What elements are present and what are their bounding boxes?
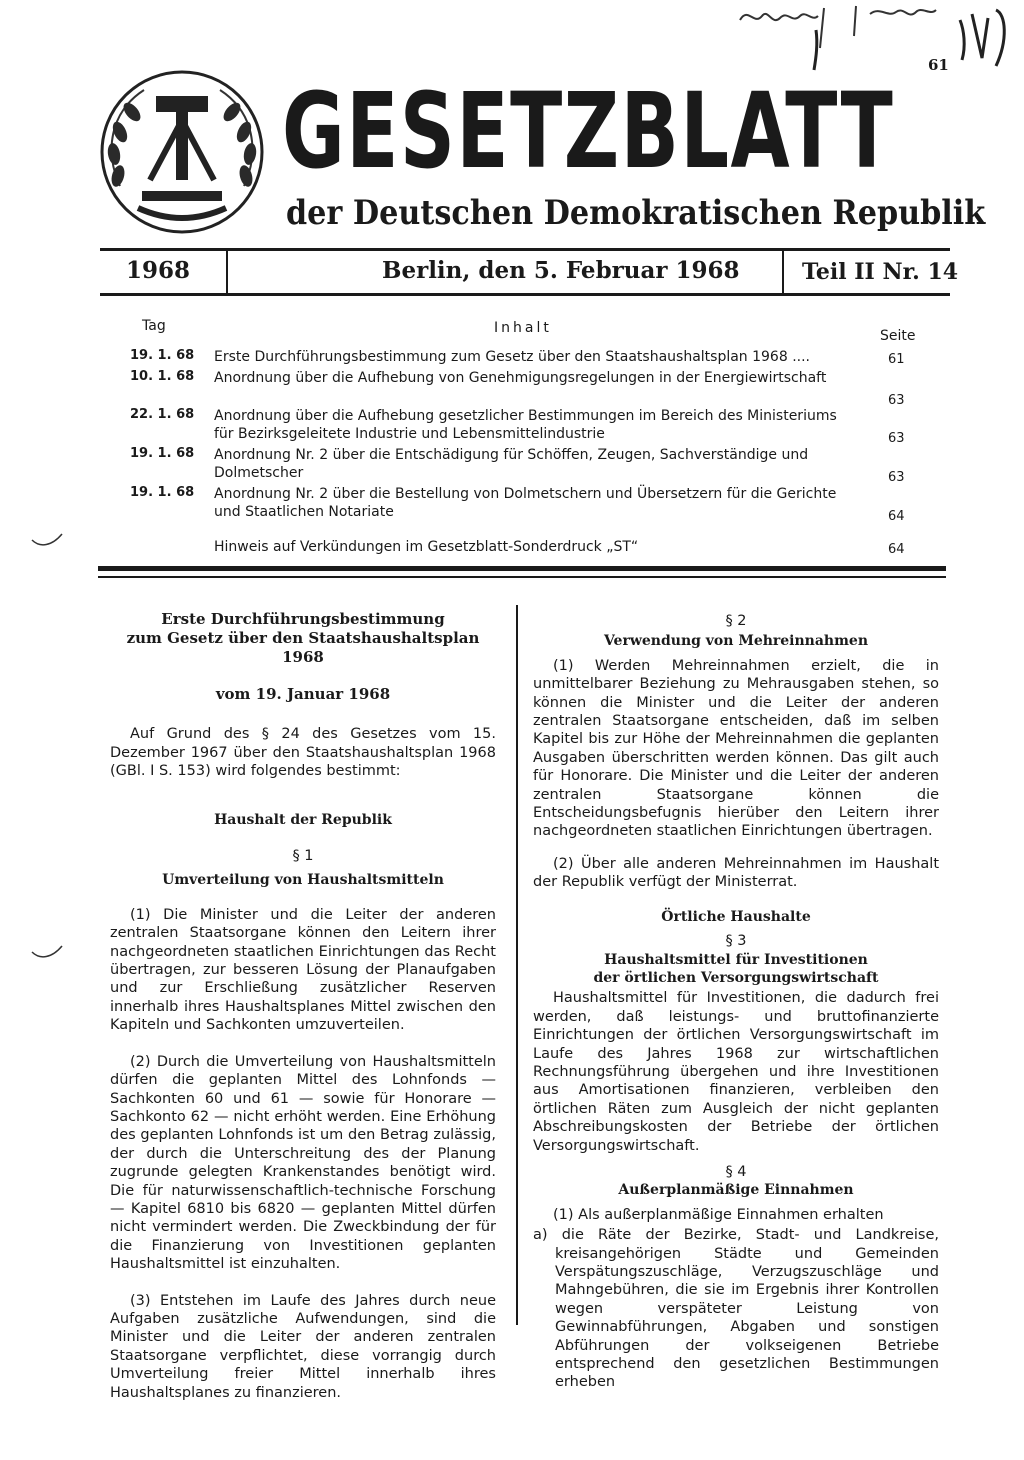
toc-entry-title: Anordnung Nr. 2 über die Bestellung von Dolmetschern und Übersetzern für die Gerichte und Staatlichen Notariate — [214, 486, 837, 520]
toc-entry-date: 10. 1. 68 — [130, 369, 195, 384]
margin-mark — [30, 532, 64, 548]
toc-entry-page: 63 — [888, 393, 905, 408]
toc-entry-page: 63 — [888, 431, 905, 446]
toc-note-title: Hinweis auf Verkündungen im Gesetzblatt-Sonderdruck „ST“ — [214, 539, 639, 555]
list-item: a) die Räte der Bezirke, Stadt- und Landkreise, kreisangehörigen Städte und Gemeinden Verspätungszuschläge, Verzugszuschläge und Mahngebühren, die sie im Ergebnis ihrer Kontrollen wegen verspäteter Leistung von Gewinnabführungen, Abgaben und sonstigen Abführungen der volkseigenen Betriebe entsprechend den gesetzlichen Bestimmungen erheben — [533, 1227, 939, 1391]
column-divider — [516, 605, 518, 1325]
toc-entry-date: 19. 1. 68 — [130, 446, 195, 461]
toc-entry-page: 61 — [888, 352, 905, 367]
paragraph-title: Haushaltsmittel für Investitionen — [604, 951, 868, 968]
toc-note-page: 64 — [888, 542, 905, 557]
state-emblem — [98, 68, 266, 236]
paragraph-title: Umverteilung von Haushaltsmitteln — [162, 872, 444, 889]
issue-year: 1968 — [126, 257, 191, 284]
decree-title-line2: zum Gesetz über den Staatshaushaltsplan 1968 — [126, 629, 480, 666]
decree-intro: Auf Grund des § 24 des Gesetzes vom 15. Dezember 1967 über den Staatshaushaltsplan 1968 (GBl. I S. 153) wird folgendes bestimmt: — [110, 726, 496, 780]
paragraph-title: Verwendung von Mehreinnahmen — [603, 633, 869, 650]
toc-entry-date: 19. 1. 68 — [130, 348, 195, 363]
handwritten-note — [720, 0, 1020, 72]
toc-entry-date: 22. 1. 68 — [130, 407, 195, 422]
toc-entry-date: 19. 1. 68 — [130, 485, 195, 500]
contents-divider-thick — [98, 566, 946, 571]
paragraph-text: (2) Durch die Umverteilung von Haushaltsmitteln dürfen die geplanten Mittel des Lohnfonds — Sachkonten 60 und 61 — sowie für Honorare — Sachkonto 62 — nicht erhöht werden. Eine Erhöhung des geplanten Lohnfonds ist um den Betrag zulässig, der durch die Unterschreitung des der Planung zugrunde gelegten Krankenstandes benötigt wird. Die für naturwissenschaftlich-technische Forschung — Kapitel 6810 bis 6820 — geplanten Mittel dürfen nicht vermindert werden. Die Zweckbindung der für die Finanzierung von Investitionen geplanten Haushaltsmittel ist einzuhalten. — [110, 1053, 496, 1273]
paragraph-text: (2) Über alle anderen Mehreinnahmen im Haushalt der Republik verfügt der Ministerrat. — [533, 855, 939, 891]
paragraph-number: § 4 — [725, 1163, 747, 1180]
issue-bar-divider — [782, 250, 784, 294]
paragraph-number: § 1 — [292, 848, 314, 865]
decree-date: vom 19. Januar 1968 — [215, 685, 391, 703]
contents-divider-thin — [98, 576, 946, 578]
right-column — [533, 612, 939, 1392]
paragraph-number: § 2 — [725, 613, 747, 629]
toc-header-page: Seite — [880, 328, 916, 344]
toc-entry-title: Anordnung über die Aufhebung gesetzlicher Bestimmungen im Bereich des Ministeriums für Bezirksgeleitete Industrie und Lebensmittelindustrie — [214, 408, 837, 442]
issue-bar-divider — [226, 250, 228, 294]
paragraph-number: § 3 — [725, 933, 747, 950]
decree-title-line1: Erste Durchführungsbestimmung — [161, 610, 445, 628]
paragraph-title: Außerplanmäßige Einnahmen — [618, 1182, 854, 1199]
paragraph-text: (1) Die Minister und die Leiter der anderen zentralen Staatsorgane können den Leitern ihrer nachgeordneten staatlichen Einrichtungen das Recht übertragen, zur besseren Lösung der Planaufgaben und zur Erschließung zusätzlicher Reserven innerhalb ihres Haushaltsplanes Mittel zwischen den Kapiteln und Sachkonten umzuverteilen. — [110, 906, 496, 1034]
section-heading: Haushalt der Republik — [214, 811, 392, 828]
masthead-subtitle: der Deutschen Demokratischen Republik — [286, 193, 986, 233]
paragraph-text: (1) Werden Mehreinnahmen erzielt, die in unmittelbarer Beziehung zu Mehrausgaben stehen, so können die Minister und die Leiter der anderen zentralen Staatsorgane entscheiden, daß im selben Kapitel bis zur Höhe der Mehreinnahmen die geplanten Ausgaben überschritten werden können. Das gilt auch für Honorare. Die Minister und die Leiter der anderen zentralen Staatsorgane können die Entscheidungsbefugnis hierüber den Leitern ihrer nachgeordneten staatlichen Einrichtungen übertragen. — [533, 657, 939, 840]
issue-part: Teil II Nr. 14 — [802, 259, 959, 285]
left-column — [110, 610, 496, 1402]
toc-header-date: Tag — [142, 318, 166, 334]
paragraph-text: Haushaltsmittel für Investitionen, die dadurch frei werden, daß leistungs- und bruttofinanzierte Einrichtungen der örtlichen Versorgungswirtschaft im Laufe des Jahres 1968 zur wirtschaftlichen Rechnungsführung übergehen und ihre Investitionen aus Amortisationen finanzieren, verbleiben den örtlichen Räten zum Ausgleich der nicht geplanten Abschreibungskosten der Betriebe der örtlichen Versorgungswirtschaft. — [533, 990, 939, 1154]
paragraph-text: (3) Entstehen im Laufe des Jahres durch neue Aufgaben zusätzliche Aufwendungen, sind die Minister und die Leiter der anderen zentralen Staatsorgane verpflichtet, diese vorrangig durch Umverteilung freier Mittel innerhalb ihres Haushaltsplanes zu finanzieren. — [110, 1292, 496, 1401]
paragraph-text: (1) Als außerplanmäßige Einnahmen erhalten — [553, 1206, 884, 1223]
margin-mark — [30, 944, 64, 960]
page-number: 61 — [928, 56, 949, 74]
paragraph-title: der örtlichen Versorgungswirtschaft — [593, 969, 879, 986]
toc-header-contents: Inhalt — [494, 320, 552, 336]
section-heading: Örtliche Haushalte — [661, 908, 811, 925]
masthead-title: GESETZBLATT — [282, 70, 895, 192]
toc-entry-page: 63 — [888, 470, 905, 485]
toc-entry-page: 64 — [888, 509, 905, 524]
toc-entry-title: Erste Durchführungsbestimmung zum Gesetz über den Staatshaushaltsplan 1968 .... — [214, 349, 810, 365]
toc-entry-title: Anordnung Nr. 2 über die Entschädigung für Schöffen, Zeugen, Sachverständige und Dolmetscher — [214, 447, 809, 481]
toc-entry-title: Anordnung über die Aufhebung von Genehmigungsregelungen in der Energiewirtschaft — [214, 370, 827, 386]
issue-date: Berlin, den 5. Februar 1968 — [382, 257, 740, 284]
